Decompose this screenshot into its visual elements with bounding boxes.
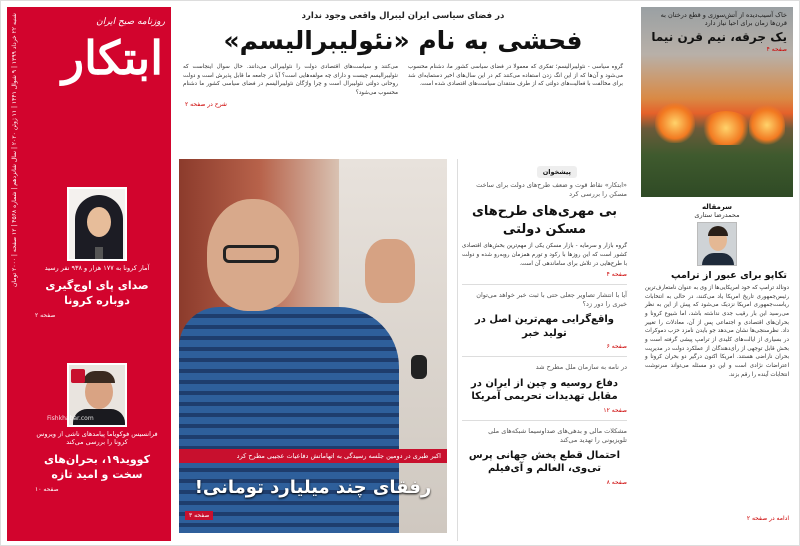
defendant-figure [179, 307, 399, 533]
masthead-logo [43, 13, 165, 185]
lead-text [179, 63, 627, 98]
page-reference: صفحه ۲ [35, 311, 56, 319]
author-photo [697, 222, 737, 266]
news-kicker: آیا با انتشار تصاویر جعلی حتی با ثبت خبر خواهد می‌توان خبری را دور زد؟ [476, 291, 627, 309]
dateline: شنبه ۲۲ خرداد ۱۳۹۹ | ۹ شوال ۱۴۴۱ | ۱۱ ژوئن ۲۰۲۰ | سال شانزدهم | شماره ۴۵۶۸ | ۱۲ صفحه | ۲۰۰۰ تومان [11, 13, 18, 287]
page-reference: صفحه ۸ [606, 478, 627, 486]
news-headline[interactable]: احتمال قطع پخش جهانی پرس تی‌وی، العالم و آی‌فیلم [468, 449, 621, 475]
forest-fire-story[interactable] [641, 7, 793, 197]
page-reference: صفحه ۱۲ [603, 406, 627, 414]
news-column [457, 159, 627, 541]
story-caption: فرانسیس فوکویاما پیامدهای ناشی از ویروس کرونا را بررسی می‌کند [36, 430, 158, 446]
news-headline[interactable]: بی مهری‌های طرح‌های مسکن دولتی [471, 204, 618, 237]
news-item[interactable] [462, 181, 627, 278]
microphone-icon [411, 355, 427, 379]
right-column [641, 7, 793, 541]
news-body: گروه بازار و سرمایه - بازار مسکن یکی از مهم‌ترین بخش‌های اقتصادی کشور است که این روزها با رکود و تورم همزمان روبه‌رو شده و دولت با طرح‌هایی در تلاش برای ساماندهی آن است. [462, 243, 627, 267]
page-reference: صفحه ۴ [766, 45, 787, 53]
lead-page-reference: شرح در صفحه ۲ [185, 100, 227, 108]
news-kicker: «ابتکار» نقاط قوت و ضعف طرح‌های دولت برای ساخت مسکن را بررسی کرد [476, 181, 627, 199]
covid-stats-story[interactable] [29, 187, 165, 319]
masthead-slogan: روزنامه صبح ایران [96, 17, 165, 27]
spokesperson-photo [67, 187, 127, 261]
news-headline[interactable]: دفاع روسیه و چین از ایران در مقابل تهدیدات تحریمی آمریکا [470, 377, 619, 403]
photo-caption: اکبر طبری در دومین جلسه رسیدگی به اتهاماتش دفاعیات عجیبی مطرح کرد [179, 449, 447, 463]
lead-column-2: می‌کنند و سیاست‌های اقتصادی دولت را نئولیبرالی می‌دانند. حال سوال اینجاست که نئولیبرالیسم چیست و دارای چه مولفه‌هایی است؟ آیا در جامعه ما قابل پذیرش است و دولت روحانی دولتی نئولیبرال است و چرا واژگان نئولیبرالیسم در فضای سیاسی کشور ما دشنام محسوب می‌شود؟ [183, 64, 398, 96]
lead-column-1: گروه سیاسی - نئولیبرالیسم؛ تفکری که معمولا در فضای سیاسی کشور ما، دشنام محسوب می‌شود و آن‌ها که از این انگ زدن استفاده می‌کنند کم در این سال‌های اخیر دستمایه‌ای شد برای مخالفت با فعالیت‌های دولتی که از طرف منتقدان سیاست‌های اقتصادی شده است. [408, 64, 623, 88]
fukuyama-story[interactable] [29, 363, 165, 493]
section-badge: پیشخوان [537, 166, 577, 178]
fire-headline[interactable]: یک جرقه، نیم قرن نیما [651, 29, 787, 44]
story-headline[interactable]: کووید۱۹، بحران‌های سخت و امید تازه [44, 453, 150, 482]
continue-reference: ادامه در صفحه ۲ [746, 515, 789, 522]
editorial-title[interactable]: تکاپو برای عبور از ترامپ [670, 270, 787, 281]
editorial-label: سرمقاله [701, 203, 733, 211]
page-reference: صفحه ۴ [606, 271, 627, 279]
page-reference: صفحه ۶ [606, 343, 627, 351]
page-reference: صفحه ۳ [185, 511, 213, 520]
masthead-name: ابتکار [61, 31, 163, 85]
news-kicker: مشکلات مالی و بدهی‌های صداوسیما شبکه‌های ملی تلویزیونی را تهدید می‌کند [488, 426, 627, 444]
masthead-column [7, 7, 171, 541]
photo-headline[interactable]: رفقای چند میلیارد تومانی! [194, 477, 432, 498]
lead-kicker: در فضای سیاسی ایران لیبرال واقعی وجود ندارد [301, 11, 505, 21]
news-kicker: در نامه به سازمان ملل مطرح شد [535, 363, 627, 372]
news-item[interactable] [462, 427, 627, 486]
watermark: Fishkhabar.com [47, 415, 94, 422]
fire-subhead: خاک آسیب‌دیده از آتش‌سوزی و قطع درختان به قرن‌ها زمان برای احیا نیاز دارد [660, 11, 787, 28]
main-photo-story[interactable] [179, 159, 447, 533]
editorial-author: محمدرضا ستاری [694, 211, 740, 219]
story-caption: آمار کرونا به ۱۷۷ هزار و ۹۳۸ نفر رسید [44, 264, 150, 272]
news-item[interactable] [462, 291, 627, 350]
lead-headline[interactable]: فحشی به نام «نئولیبرالیسم» [223, 26, 583, 55]
story-headline[interactable]: صدای پای اوج‌گیری دوباره کرونا [45, 279, 149, 308]
news-headline[interactable]: واقع‌گرایی مهم‌ترین اصل در تولید خبر [474, 314, 615, 339]
editorial-column[interactable] [641, 203, 793, 522]
news-item[interactable] [462, 363, 627, 413]
page-reference: صفحه ۱۰ [35, 485, 59, 493]
main-content [179, 7, 627, 541]
editorial-body: دونالد ترامپ که خود امریکایی‌ها از وی به عنوان نامتعارف‌ترین رئیس‌جمهوری تاریخ امریکا یاد می‌کنند، در حالی به انتخابات ریاست‌جمهوری امریکا نزدیک می‌شود که پیش از این به نظر می‌رسید این بار رقیب جدی نداشته باشد، اما شیوع کرونا و بحران‌های اقتصادی و اجتماعی پس از آن، معادلات را تغییر داد. نظرسنجی‌ها نشان می‌دهد جو بایدن نامزد حزب دموکرات در بسیاری از ایالت‌های کلیدی از ترامپ پیشی گرفته است و بخش قابل توجهی از رأی‌دهندگان از عملکرد دولت در مدیریت بحران ناراضی هستند. امریکا اکنون درگیر دو بحران کرونا و اعتراضات نژادی است و این دو مسئله می‌تواند سرنوشت انتخابات آینده را رقم بزند. [645, 285, 789, 378]
